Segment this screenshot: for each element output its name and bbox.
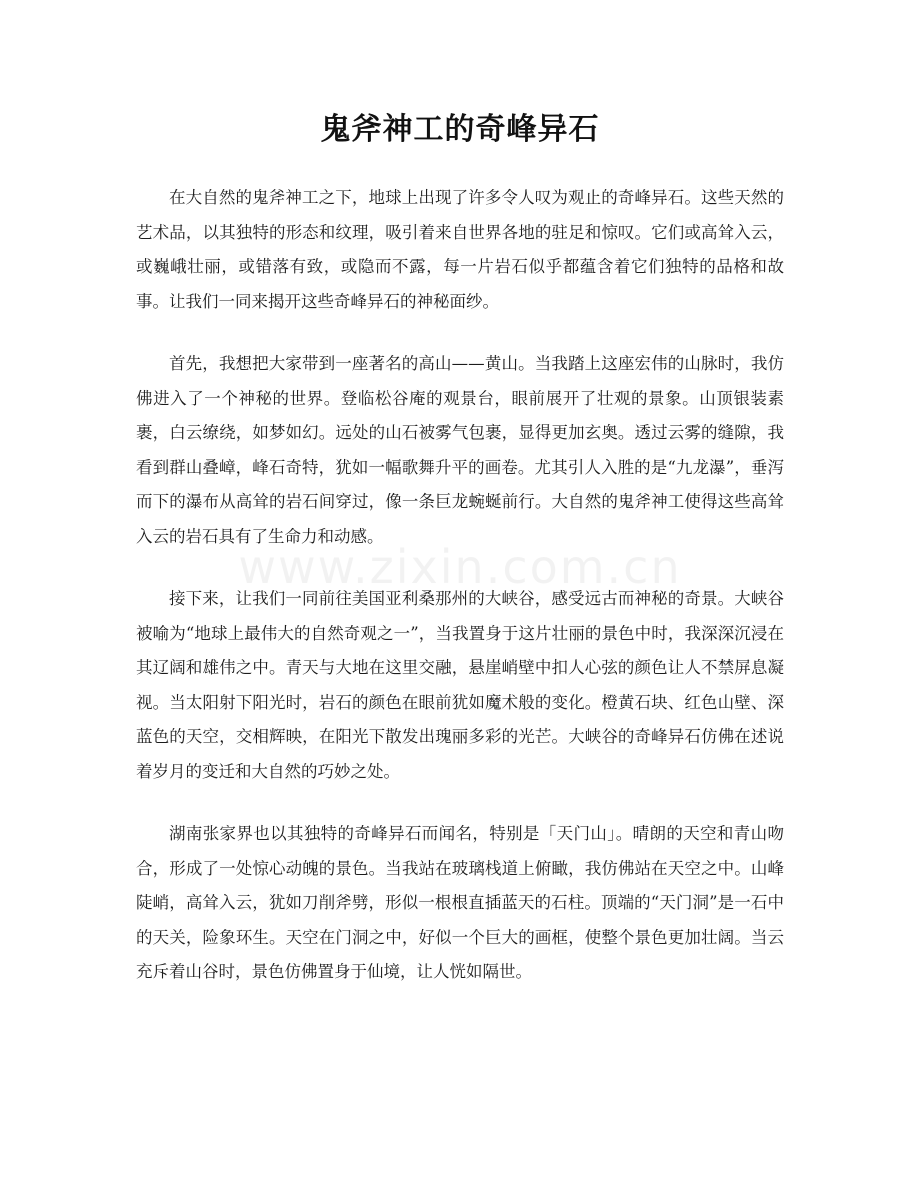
watermark: www.zixin.com.cn xyxy=(238,540,682,594)
paragraph-zhangjiajie: 湖南张家界也以其独特的奇峰异石而闻名，特别是「天门山」。晴朗的天空和青山吻合，形成了一处惊心动魄的景色。当我站在玻璃栈道上俯瞰，我仿佛站在天空之中。山峰陡峭，高耸入云，犹如刀削斧劈，形似一根根直插蓝天的石柱。顶端的“天门洞”是一石中的天关，险象环生。天空在门洞之中，好似一个巨大的画框，使整个景色更加壮阔。当云充斥着山谷时，景色仿佛置身于仙境，让人恍如隔世。 xyxy=(136,824,784,981)
paragraph-huangshan: 首先，我想把大家带到一座著名的高山——黄山。当我踏上这座宏伟的山脉时，我仿佛进入了一个神秘的世界。登临松谷庵的观景台，眼前展开了壮观的景象。山顶银装素裹，白云缭绕，如梦如幻。远处的山石被雾气包裹，显得更加玄奥。透过云雾的缝隙，我看到群山叠嶂，峰石奇特，犹如一幅歌舞升平的画卷。尤其引人入胜的是“九龙瀑”，垂泻而下的瀑布从高耸的岩石间穿过，像一条巨龙蜿蜒前行。大自然的鬼斧神工使得这些高耸入云的岩石具有了生命力和动感。 xyxy=(136,354,784,546)
paragraph-grand-canyon: 接下来，让我们一同前往美国亚利桑那州的大峡谷，感受远古而神秘的奇景。大峡谷被喻为“地球上最伟大的自然奇观之一”，当我置身于这片壮丽的景色中时，我深深沉浸在其辽阔和雄伟之中。青天与大地在这里交融，悬崖峭壁中扣人心弦的颜色让人不禁屏息凝视。当太阳射下阳光时，岩石的颜色在眼前犹如魔术般的变化。橙黄石块、红色山壁、深蓝色的天空，交相辉映，在阳光下散发出瑰丽多彩的光芒。大峡谷的奇峰异石仿佛在述说着岁月的变迁和大自然的巧妙之处。 xyxy=(136,589,784,781)
document-body xyxy=(136,181,784,1018)
document-title: 鬼斧神工的奇峰异石 xyxy=(320,112,600,147)
paragraph-intro: 在大自然的鬼斧神工之下，地球上出现了许多令人叹为观止的奇峰异石。这些天然的艺术品，以其独特的形态和纹理，吸引着来自世界各地的驻足和惊叹。它们或高耸入云，或巍峨壮丽，或错落有致，或隐而不露，每一片岩石似乎都蕴含着它们独特的品格和故事。让我们一同来揭开这些奇峰异石的神秘面纱。 xyxy=(136,188,784,311)
